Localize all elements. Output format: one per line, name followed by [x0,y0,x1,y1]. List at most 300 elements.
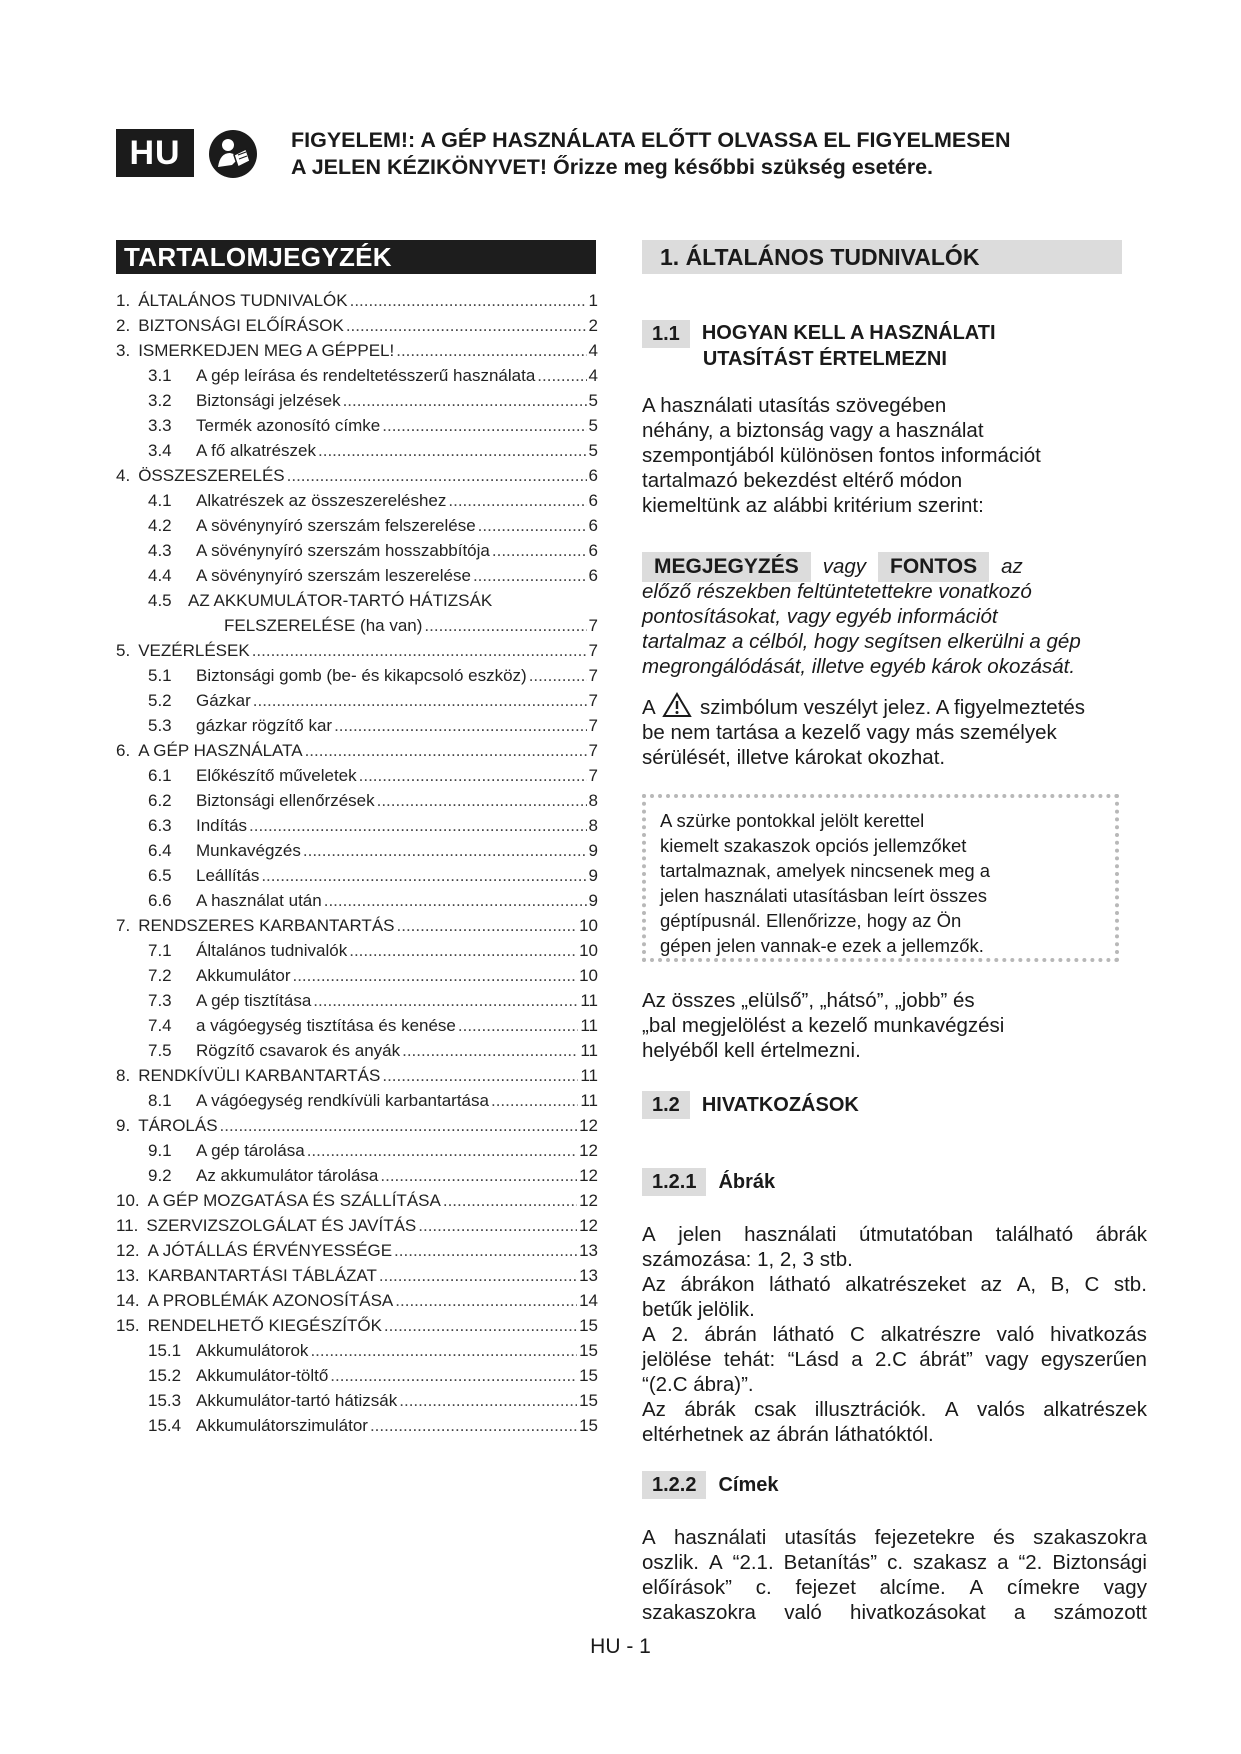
word: ábrák [684,1398,736,1421]
word: A [642,1323,656,1346]
text-line [642,1322,1147,1347]
toc-leader [402,1038,578,1063]
toc-entry [116,613,598,638]
toc-page: 7 [588,616,598,635]
toc-leader [349,938,577,963]
toc-number: 6.3 [148,816,172,835]
section-number: 1.2.1 [642,1168,706,1196]
toc-page: 7 [588,766,598,785]
word: alkatrészre [880,1323,981,1346]
toc-page: 10 [579,916,598,935]
word: számozott [1053,1601,1147,1624]
word: A [642,1526,656,1549]
toc-page: 10 [579,941,598,960]
text-line: betűk jelölik. [642,1298,755,1321]
toc-leader [382,1063,578,1088]
word: útmutatóban [859,1223,974,1246]
toc-leader [537,363,586,388]
toc-label: a vágóegység tisztítása és kenése [196,1016,456,1035]
word: oszlik. [642,1551,699,1574]
toc-number: 15.3 [148,1391,182,1410]
toc-entry [116,738,598,763]
toc-label: Általános tudnivalók [196,941,348,960]
toc-label: gázkar rögzítő kar [196,716,333,735]
toc-leader [287,463,587,488]
text-line: kiemelt szakaszok opciós jellemzőket [660,835,967,856]
word: Biztonsági [1052,1551,1147,1574]
toc-number: 3.3 [148,416,172,435]
toc-label: Biztonsági ellenőrzések [196,791,375,810]
toc-label: A gép tárolása [196,1141,305,1160]
toc-label: Termék azonosító címke [196,416,381,435]
safety-warning [291,127,1111,181]
toc-page: 9 [588,866,598,885]
toc-number: 13. [116,1266,140,1285]
word: A [642,1223,656,1246]
text-line [642,1222,1147,1247]
toc-label: Alkatrészek az összeszereléshez [196,491,447,510]
toc-page: 12 [579,1216,598,1235]
text-line: be nem tartása a kezelő vagy más személyek [642,721,1057,744]
toc-number: 3.2 [148,391,172,410]
toc-page: 12 [579,1191,598,1210]
toc-entry [116,1213,598,1238]
toc-number: 4.3 [148,541,172,560]
toc-entry [116,1413,598,1438]
toc-entry [116,1088,598,1113]
toc-entry [116,638,598,663]
toc-page: 6 [588,516,598,535]
toc-label: Munkavégzés [196,841,301,860]
section-1-2-1-heading [642,1168,775,1196]
toc-entry [116,1263,598,1288]
toc-page: 15 [579,1391,598,1410]
toc-leader [396,338,586,363]
toc-leader [252,638,587,663]
toc-entry [116,813,598,838]
toc-entry [116,963,598,988]
toc-number: 5. [116,641,131,660]
word: Betanítás” [783,1551,878,1574]
toc-entry [116,688,598,713]
toc-title: TARTALOMJEGYZÉK [116,240,596,274]
text-line: pontosításokat, vagy egyéb információt [642,605,998,628]
toc-leader [307,1138,577,1163]
word: a [1013,1601,1026,1624]
toc-leader [395,1288,577,1313]
toc-leader [379,1263,577,1288]
toc-entry [116,1163,598,1188]
toc-leader [359,763,587,788]
word: A [708,1551,723,1574]
warning-line-2: A JELEN KÉZIKÖNYVET! Őrizze meg későbbi szükség esetére. [291,155,934,179]
text-line: tartalmaznak, amelyek nincsenek meg a [660,860,991,881]
toc-page: 15 [579,1366,598,1385]
toc-label: A gép tisztítása [196,991,312,1010]
word: található [995,1223,1074,1246]
toc-leader [529,663,587,688]
toc-leader [310,1338,577,1363]
toc-number: 9.2 [148,1166,172,1185]
toc-leader [334,713,586,738]
toc-label: KARBANTARTÁSI TÁBLÁZAT [147,1266,377,1285]
toc-label: Biztonsági jelzések [196,391,341,410]
toc-number: 3. [116,341,131,360]
toc-label: TÁROLÁS [138,1116,218,1135]
word: szakasz [913,1551,988,1574]
word: szakaszokra [642,1601,756,1624]
toc-page: 4 [588,341,598,360]
text-line: gépen jelen vannak-e ezek a jellemzők. [660,935,984,956]
toc-entry [116,363,598,388]
page-number: HU - 1 [590,1635,651,1658]
toc-leader [491,1088,578,1113]
word: A [944,1398,959,1421]
text-line: tartalmaz a célból, hogy segítsen elkerülni a gép [642,630,1081,653]
toc-page: 5 [588,391,598,410]
toc-leader [380,1163,577,1188]
toc-leader [397,913,578,938]
toc-page: 8 [588,816,598,835]
toc-label: RENDELHETŐ KIEGÉSZÍTŐK [147,1316,382,1335]
toc-leader [377,788,587,813]
section-1-2-2-heading [642,1471,779,1499]
toc-label: A PROBLÉMÁK AZONOSÍTÁSA [147,1291,394,1310]
toc-entry [116,1388,598,1413]
toc-page: 11 [580,1091,598,1110]
toc-label: A sövénynyíró szerszám leszerelése [196,566,471,585]
toc-label: Rögzítő csavarok és anyák [196,1041,401,1060]
toc-number: 7.4 [148,1016,172,1035]
warning-triangle-icon [662,692,692,718]
word: csak [754,1398,797,1421]
read-manual-icon [208,129,258,179]
toc-label: FELSZERELÉSE (ha van) [224,616,423,635]
toc-number: 15. [116,1316,140,1335]
section-title: Ábrák [718,1171,776,1193]
word: ábrát” [919,1348,973,1371]
toc-page: 7 [588,716,598,735]
word: hivatkozásokat [850,1601,986,1624]
word: látható [772,1323,835,1346]
toc-page: 12 [579,1116,598,1135]
toc-entry [116,1313,598,1338]
text-line: “(2.C ábra)”. [642,1373,754,1396]
text-line: Az összes „elülső”, „hátsó”, „jobb” és [642,989,975,1012]
word: egyszerűen [1040,1348,1147,1371]
toc-label: Akkumulátor-tartó hátizsák [196,1391,398,1410]
section-1-2-heading [642,1091,859,1119]
toc-entry [116,988,598,1013]
toc-page: 9 [588,891,598,910]
toc-label: AZ AKKUMULÁTOR-TARTÓ HÁTIZSÁK [188,591,493,610]
toc-entry [116,388,598,413]
toc-leader [261,863,586,888]
toc-page: 7 [588,641,598,660]
table-of-contents [116,288,598,1438]
intro-paragraph [642,393,1147,518]
word: vagy [1103,1576,1147,1599]
toc-page: 11 [580,1041,598,1060]
text-line: helyéből kell értelmezni. [642,1039,861,1062]
toc-entry [116,1288,598,1313]
word: fejezetekre [874,1526,975,1549]
language-badge: HU [116,129,194,177]
word: C [1084,1273,1100,1296]
toc-page: 7 [588,666,598,685]
toc-leader [253,688,587,713]
toc-number: 15.4 [148,1416,182,1435]
toc-page: 12 [579,1166,598,1185]
toc-number: 14. [116,1291,140,1310]
word: ábrákon [680,1273,755,1296]
word: B, [1050,1273,1070,1296]
toc-leader [478,513,587,538]
note-legend [642,552,1023,582]
toc-number: 8. [116,1066,131,1085]
toc-entry [116,788,598,813]
word: használati [744,1223,837,1246]
toc-number: 6. [116,741,131,760]
toc-label: Akkumulátorszimulátor [196,1416,368,1435]
word: ábrán [704,1323,757,1346]
toc-page: 8 [588,791,598,810]
toc-page: 15 [579,1341,598,1360]
toc-page: 6 [588,541,598,560]
toc-number: 7.2 [148,966,172,985]
toc-label: Indítás [196,816,248,835]
toc-number: 1. [116,291,131,310]
toc-leader [330,1363,577,1388]
word: a [997,1551,1009,1574]
toc-entry [116,1138,598,1163]
note-tag: MEGJEGYZÉS [642,552,811,582]
text-fragment: A [642,696,655,719]
text-line [642,1600,1147,1625]
word: alkatrészeket [845,1273,966,1296]
toc-number: 6.2 [148,791,172,810]
optional-features-box [642,794,1119,962]
toc-label: RENDKÍVÜLI KARBANTARTÁS [138,1066,381,1085]
toc-leader [443,1188,577,1213]
word: C [849,1323,865,1346]
toc-number: 8.1 [148,1091,172,1110]
toc-number: 6.4 [148,841,172,860]
toc-leader [382,413,586,438]
toc-page: 9 [588,841,598,860]
word: “2.1. [732,1551,774,1574]
word: való [784,1601,822,1624]
word: fejezet [795,1576,856,1599]
toc-number: 3.1 [148,366,172,385]
toc-number: 4.2 [148,516,172,535]
text-line: eltérhetnek az ábrán láthatóktól. [642,1423,934,1446]
word: valós [976,1398,1025,1421]
word: illusztrációk. [814,1398,927,1421]
word: c. [755,1576,772,1599]
text-line: sérülését, illetve károkat okozhat. [642,746,946,769]
toc-entry [116,463,598,488]
toc-entry [116,513,598,538]
toc-page: 6 [588,566,598,585]
toc-leader [292,963,577,988]
section-number: 1.2 [642,1091,690,1119]
toc-entry [116,488,598,513]
toc-entry [116,588,598,613]
toc-number: 6.6 [148,891,172,910]
toc-page: 5 [588,441,598,460]
toc-leader [370,1413,577,1438]
word: tehát: [723,1348,776,1371]
toc-page: 6 [588,466,598,485]
word: 2. [671,1323,689,1346]
toc-leader [458,1013,578,1038]
word: a [851,1348,863,1371]
word: előírások” [642,1576,733,1599]
orientation-paragraph [642,988,1147,1063]
toc-entry [116,1113,598,1138]
toc-label: ÖSSZESZERELÉS [138,466,285,485]
toc-entry [116,1363,598,1388]
toc-entry [116,1338,598,1363]
toc-entry [116,1013,598,1038]
toc-leader [473,563,587,588]
text-fragment: szimbólum veszélyt jelez. A figyelmeztetés [699,696,1086,719]
toc-label: ÁLTALÁNOS TUDNIVALÓK [138,291,348,310]
toc-number: 12. [116,1241,140,1260]
note-az: az [1001,555,1023,578]
toc-page: 15 [579,1416,598,1435]
word: címekre [1006,1576,1080,1599]
toc-leader [303,838,587,863]
word: A [969,1576,984,1599]
toc-page: 4 [588,366,598,385]
word: stb. [1113,1273,1147,1296]
toc-label: Leállítás [196,866,260,885]
toc-entry [116,713,598,738]
figures-paragraph [642,1222,1147,1447]
section-number: 1.2.2 [642,1471,706,1499]
toc-entry [116,288,598,313]
titles-paragraph [642,1525,1147,1625]
toc-number: 15.1 [148,1341,182,1360]
toc-label: VEZÉRLÉSEK [138,641,250,660]
toc-number: 6.5 [148,866,172,885]
text-line: megrongálódását, illetve egyéb károk okozását. [642,655,1076,678]
text-line [642,1347,1147,1372]
word: “2. [1018,1551,1043,1574]
toc-leader [318,438,587,463]
toc-leader [249,813,586,838]
toc-number: 9.1 [148,1141,172,1160]
toc-page: 2 [588,316,598,335]
word: látható [769,1273,831,1296]
toc-leader [350,288,587,313]
text-line: tartalmazó bekezdést eltérő módon [642,469,963,492]
toc-page: 11 [580,1016,598,1035]
word: 2.C [875,1348,907,1371]
toc-page: 11 [580,991,598,1010]
toc-entry [116,413,598,438]
toc-label: BIZTONSÁGI ELŐÍRÁSOK [138,316,344,335]
warning-line-1: FIGYELEM!: A GÉP HASZNÁLATA ELŐTT OLVASSA EL FIGYELMESEN [291,128,1011,152]
toc-leader [343,388,587,413]
toc-page: 13 [579,1241,598,1260]
word: jelölése [642,1348,712,1371]
symbol-paragraph [642,692,1147,770]
toc-leader [346,313,587,338]
text-line: előző részekben feltüntetettekre vonatkozó [642,580,1032,603]
toc-number: 9. [116,1116,131,1135]
word: hivatkozás [1050,1323,1147,1346]
toc-label: A GÉP HASZNÁLATA [138,741,303,760]
toc-page: 11 [580,1066,598,1085]
word: alkatrészek [1043,1398,1147,1421]
toc-number: 3.4 [148,441,172,460]
toc-number: 4.4 [148,566,172,585]
toc-label: A sövénynyíró szerszám felszerelése [196,516,476,535]
text-line: jelen használati utasításban leírt összes [660,885,988,906]
word: utasítás [784,1526,857,1549]
toc-leader [424,613,586,638]
text-line: kiemeltünk az alábbi kritérium szerint: [642,494,984,517]
toc-leader [384,1313,577,1338]
word: c. [887,1551,904,1574]
toc-entry [116,563,598,588]
toc-leader [399,1388,577,1413]
toc-number: 6.1 [148,766,172,785]
toc-number: 10. [116,1191,140,1210]
word: “Lásd [787,1348,839,1371]
toc-number: 7.3 [148,991,172,1010]
toc-label: A fő alkatrészek [196,441,317,460]
heading-line-1: HOGYAN KELL A HASZNÁLATI [701,322,996,344]
toc-entry [116,1238,598,1263]
toc-label: A sövénynyíró szerszám hosszabbítója [196,541,490,560]
toc-page: 7 [588,741,598,760]
toc-page: 5 [588,416,598,435]
section-1-1-heading [642,320,996,372]
toc-page: 14 [579,1291,598,1310]
word: Az [642,1398,666,1421]
note-or: vagy [822,555,867,578]
toc-entry [116,438,598,463]
text-line: A használati utasítás szövegében [642,394,947,417]
toc-label: Előkészítő műveletek [196,766,357,785]
toc-entry [116,338,598,363]
note-description [642,579,1147,679]
section-number: 1.1 [642,320,690,348]
text-line [642,1550,1147,1575]
word: az [980,1273,1003,1296]
toc-page: 12 [579,1141,598,1160]
toc-entry [116,313,598,338]
text-line: számozása: 1, 2, 3 stb. [642,1248,853,1271]
text-line [642,1397,1147,1422]
toc-leader [305,738,587,763]
word: való [996,1323,1035,1346]
toc-page: 6 [588,491,598,510]
toc-number: 5.3 [148,716,172,735]
word: és [993,1526,1015,1549]
toc-entry [116,863,598,888]
section-title: HIVATKOZÁSOK [701,1094,859,1116]
word: ábrák [1095,1223,1147,1246]
toc-page: 1 [588,291,598,310]
toc-label: Akkumulátor-töltő [196,1366,329,1385]
toc-number: 5.1 [148,666,172,685]
toc-entry [116,938,598,963]
